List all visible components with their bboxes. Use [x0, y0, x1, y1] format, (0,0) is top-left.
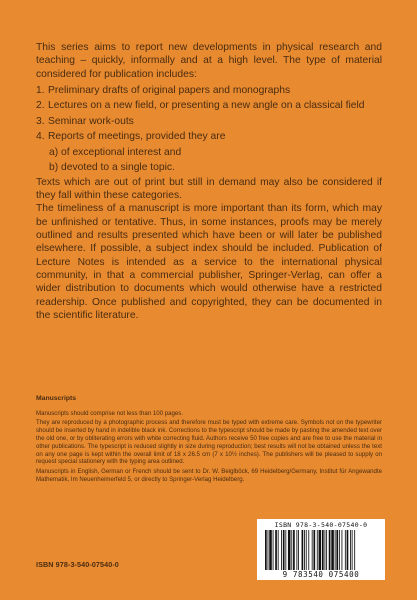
sub-list-item — [36, 145, 382, 161]
list-item — [36, 114, 382, 130]
manuscripts-submission-paragraph: Manuscripts in English, German or French should be sent to Dr. W. Beiglböck, 69 Heidelberg/Germany, Institut für Angewandte Mathematik, Im Neuenheimerfeld 5, or directly to Springer-Verlag Heidelberg. — [36, 467, 382, 483]
list-item-text: Reports of meetings, provided they are — [48, 131, 226, 143]
barcode-block — [257, 519, 385, 580]
sub-list-item-text: of exceptional interest and — [61, 146, 182, 158]
list-item — [36, 98, 382, 114]
barcode-isbn-label: ISBN 978-3-540-07540-0 — [274, 521, 368, 529]
isbn-text: ISBN 978-3-540-07540-0 — [36, 560, 119, 569]
list-item-number: 3. — [36, 115, 45, 127]
sub-list-item — [36, 160, 382, 176]
barcode-digits: 9 783540 075400 — [282, 570, 360, 579]
list-item-number: 2. — [36, 100, 45, 112]
list-item — [36, 129, 382, 145]
barcode-image — [265, 530, 377, 570]
sub-list-item-letter: a) — [49, 146, 59, 158]
timeliness-paragraph: The timeliness of a manuscript is more important than its form, which may be unfinished or tentative. Thus, in some instances, proofs may be merely outlined and results presented which have been or will later be published elsewhere. If possible, a subject index should be included. Publication of Lecture Notes is intended as a service to the international physical community, in that a commercial publisher, Springer-Verlag, can offer a wider distribution to documents which would otherwise have a restricted readership. Once published and copyrighted, they can be documented in the scientific literature. — [36, 203, 382, 321]
intro-paragraph: This series aims to report new developments in physical research and teaching – quickly, informally and at a high level. The type of material considered for publication includes: — [36, 42, 382, 80]
list-item-text: Preliminary drafts of original papers and monographs — [48, 84, 291, 96]
manuscripts-heading: Manuscripts — [36, 395, 77, 402]
list-item-text: Lectures on a new field, or presenting a new angle on a classical field — [48, 100, 365, 112]
manuscripts-typing-paragraph: They are reproduced by a photographic process and therefore must be typed with extreme care. Symbols not on the typewriter should be inserted by hand in indelible black ink. Corrections to the typescript should be made by pasting the amended text over the old one, or by obliterating errors with white correcting fluid. Authors receive 50 free copies and are free to use the material in other publications. The typescript is reduced slightly in size during reproduction; best results will not be obtained unless the text on any one page is kept within the overall limit of 18 x 26.5 cm (7 x 10½ inches). The publishers will be pleased to supply on request special stationery with the typing area outlined. — [36, 419, 382, 466]
sub-list-item-text: devoted to a single topic. — [61, 162, 175, 174]
list-item-number: 1. — [36, 84, 45, 96]
sub-list-item-letter: b) — [49, 162, 59, 174]
manuscripts-section — [36, 395, 382, 485]
material-list — [36, 83, 382, 176]
manuscripts-length-paragraph: Manuscripts should comprise not less than 100 pages. — [36, 409, 184, 417]
out-of-print-paragraph: Texts which are out of print but still in demand may also be considered if they fall within these categories. — [36, 176, 382, 202]
series-description — [36, 41, 382, 322]
list-item-number: 4. — [36, 131, 45, 143]
list-item — [36, 83, 382, 99]
list-item-text: Seminar work-outs — [48, 115, 134, 127]
